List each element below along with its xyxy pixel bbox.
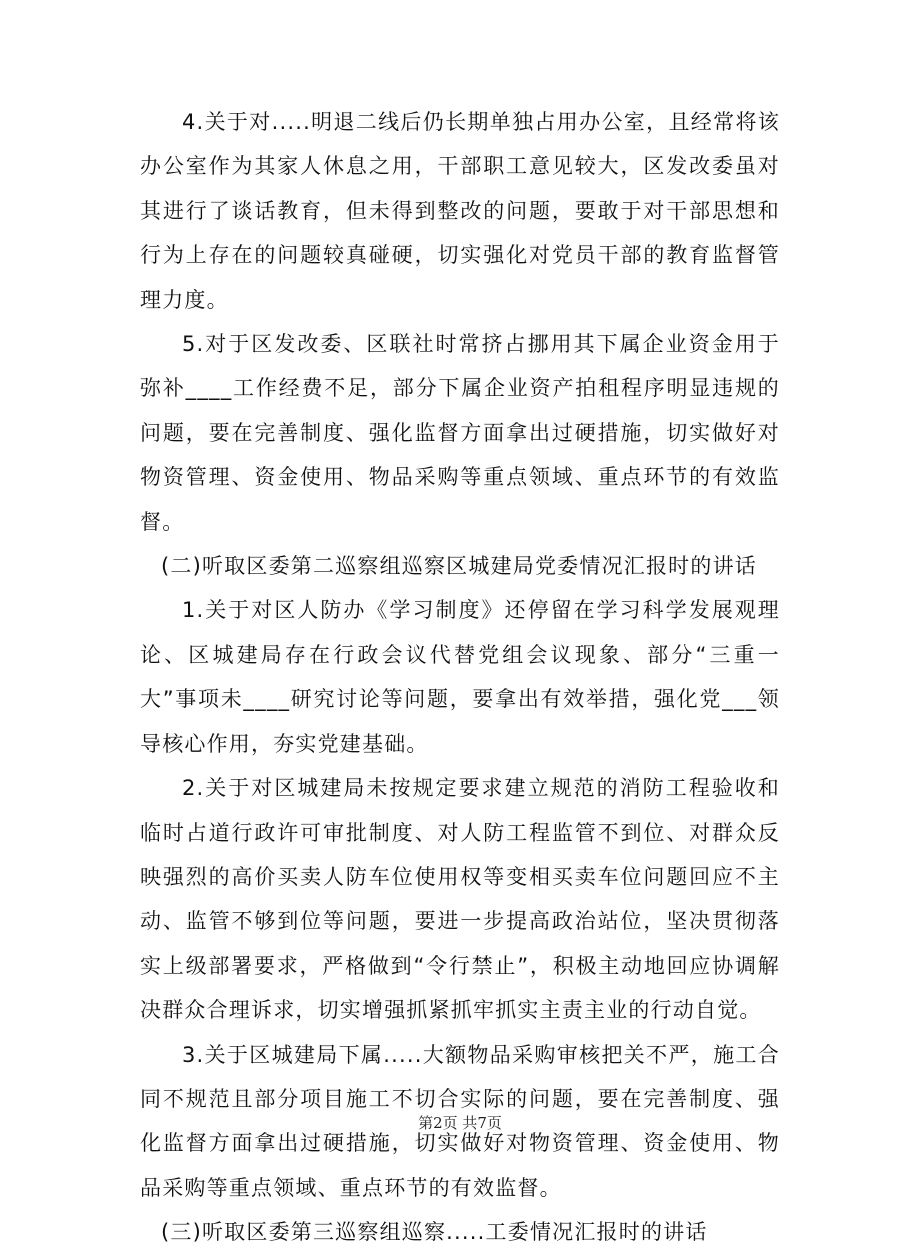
paragraph-item-2: 2.关于对区城建局未按规定要求建立规范的消防工程验收和临时占道行政许可审批制度、对人防工程监管不到位、对群众反映强烈的高价买卖人防车位使用权等变相买卖车位问题回应不主动、监管不够到位等问题，要进一步提高政治站位，坚决贯彻落实上级部署要求，严格做到“令行禁止”，积极主动地回应协调解决群众合理诉求，切实增强抓紧抓牢抓实主责主业的行动自觉。 [140,776,780,1023]
section-heading-3: (三)听取区委第三巡察组巡察.....工委情况汇报时的讲话 [161,1220,708,1245]
section-heading-2: (二)听取区委第二巡察组巡察区城建局党委情况汇报时的讲话 [161,554,757,579]
paragraph-item-1: 1.关于对区人防办《学习制度》还停留在学习科学发展观理论、区城建局存在行政会议代替党组会议现象、部分“三重一大”事项未____研究讨论等问题，要拿出有效举措，强化党___领导核心作用，夯实党建基础。 [140,598,780,756]
document-body [140,100,780,1255]
paragraph-item-3: 3.关于区城建局下属.....大额物品采购审核把关不严，施工合同不规范且部分项目施工不切合实际的问题，要在完善制度、强化监督方面拿出过硬措施，切实做好对物资管理、资金使用、物品采购等重点领域、重点环节的有效监督。 [140,1042,780,1200]
page-number: 第2页 共7页 [418,1114,502,1132]
paragraph-item-4: 4.关于对.....明退二线后仍长期单独占用办公室，且经常将该办公室作为其家人休息之用，干部职工意见较大，区发改委虽对其进行了谈话教育，但未得到整改的问题，要敢于对干部思想和行为上存在的问题较真碰硬，切实强化对党员干部的教育监督管理力度。 [140,110,780,312]
paragraph-item-5: 5.对于区发改委、区联社时常挤占挪用其下属企业资金用于弥补____工作经费不足，部分下属企业资产拍租程序明显违规的问题，要在完善制度、强化监督方面拿出过硬措施，切实做好对物资管理、资金使用、物品采购等重点领域、重点环节的有效监督。 [140,332,780,534]
